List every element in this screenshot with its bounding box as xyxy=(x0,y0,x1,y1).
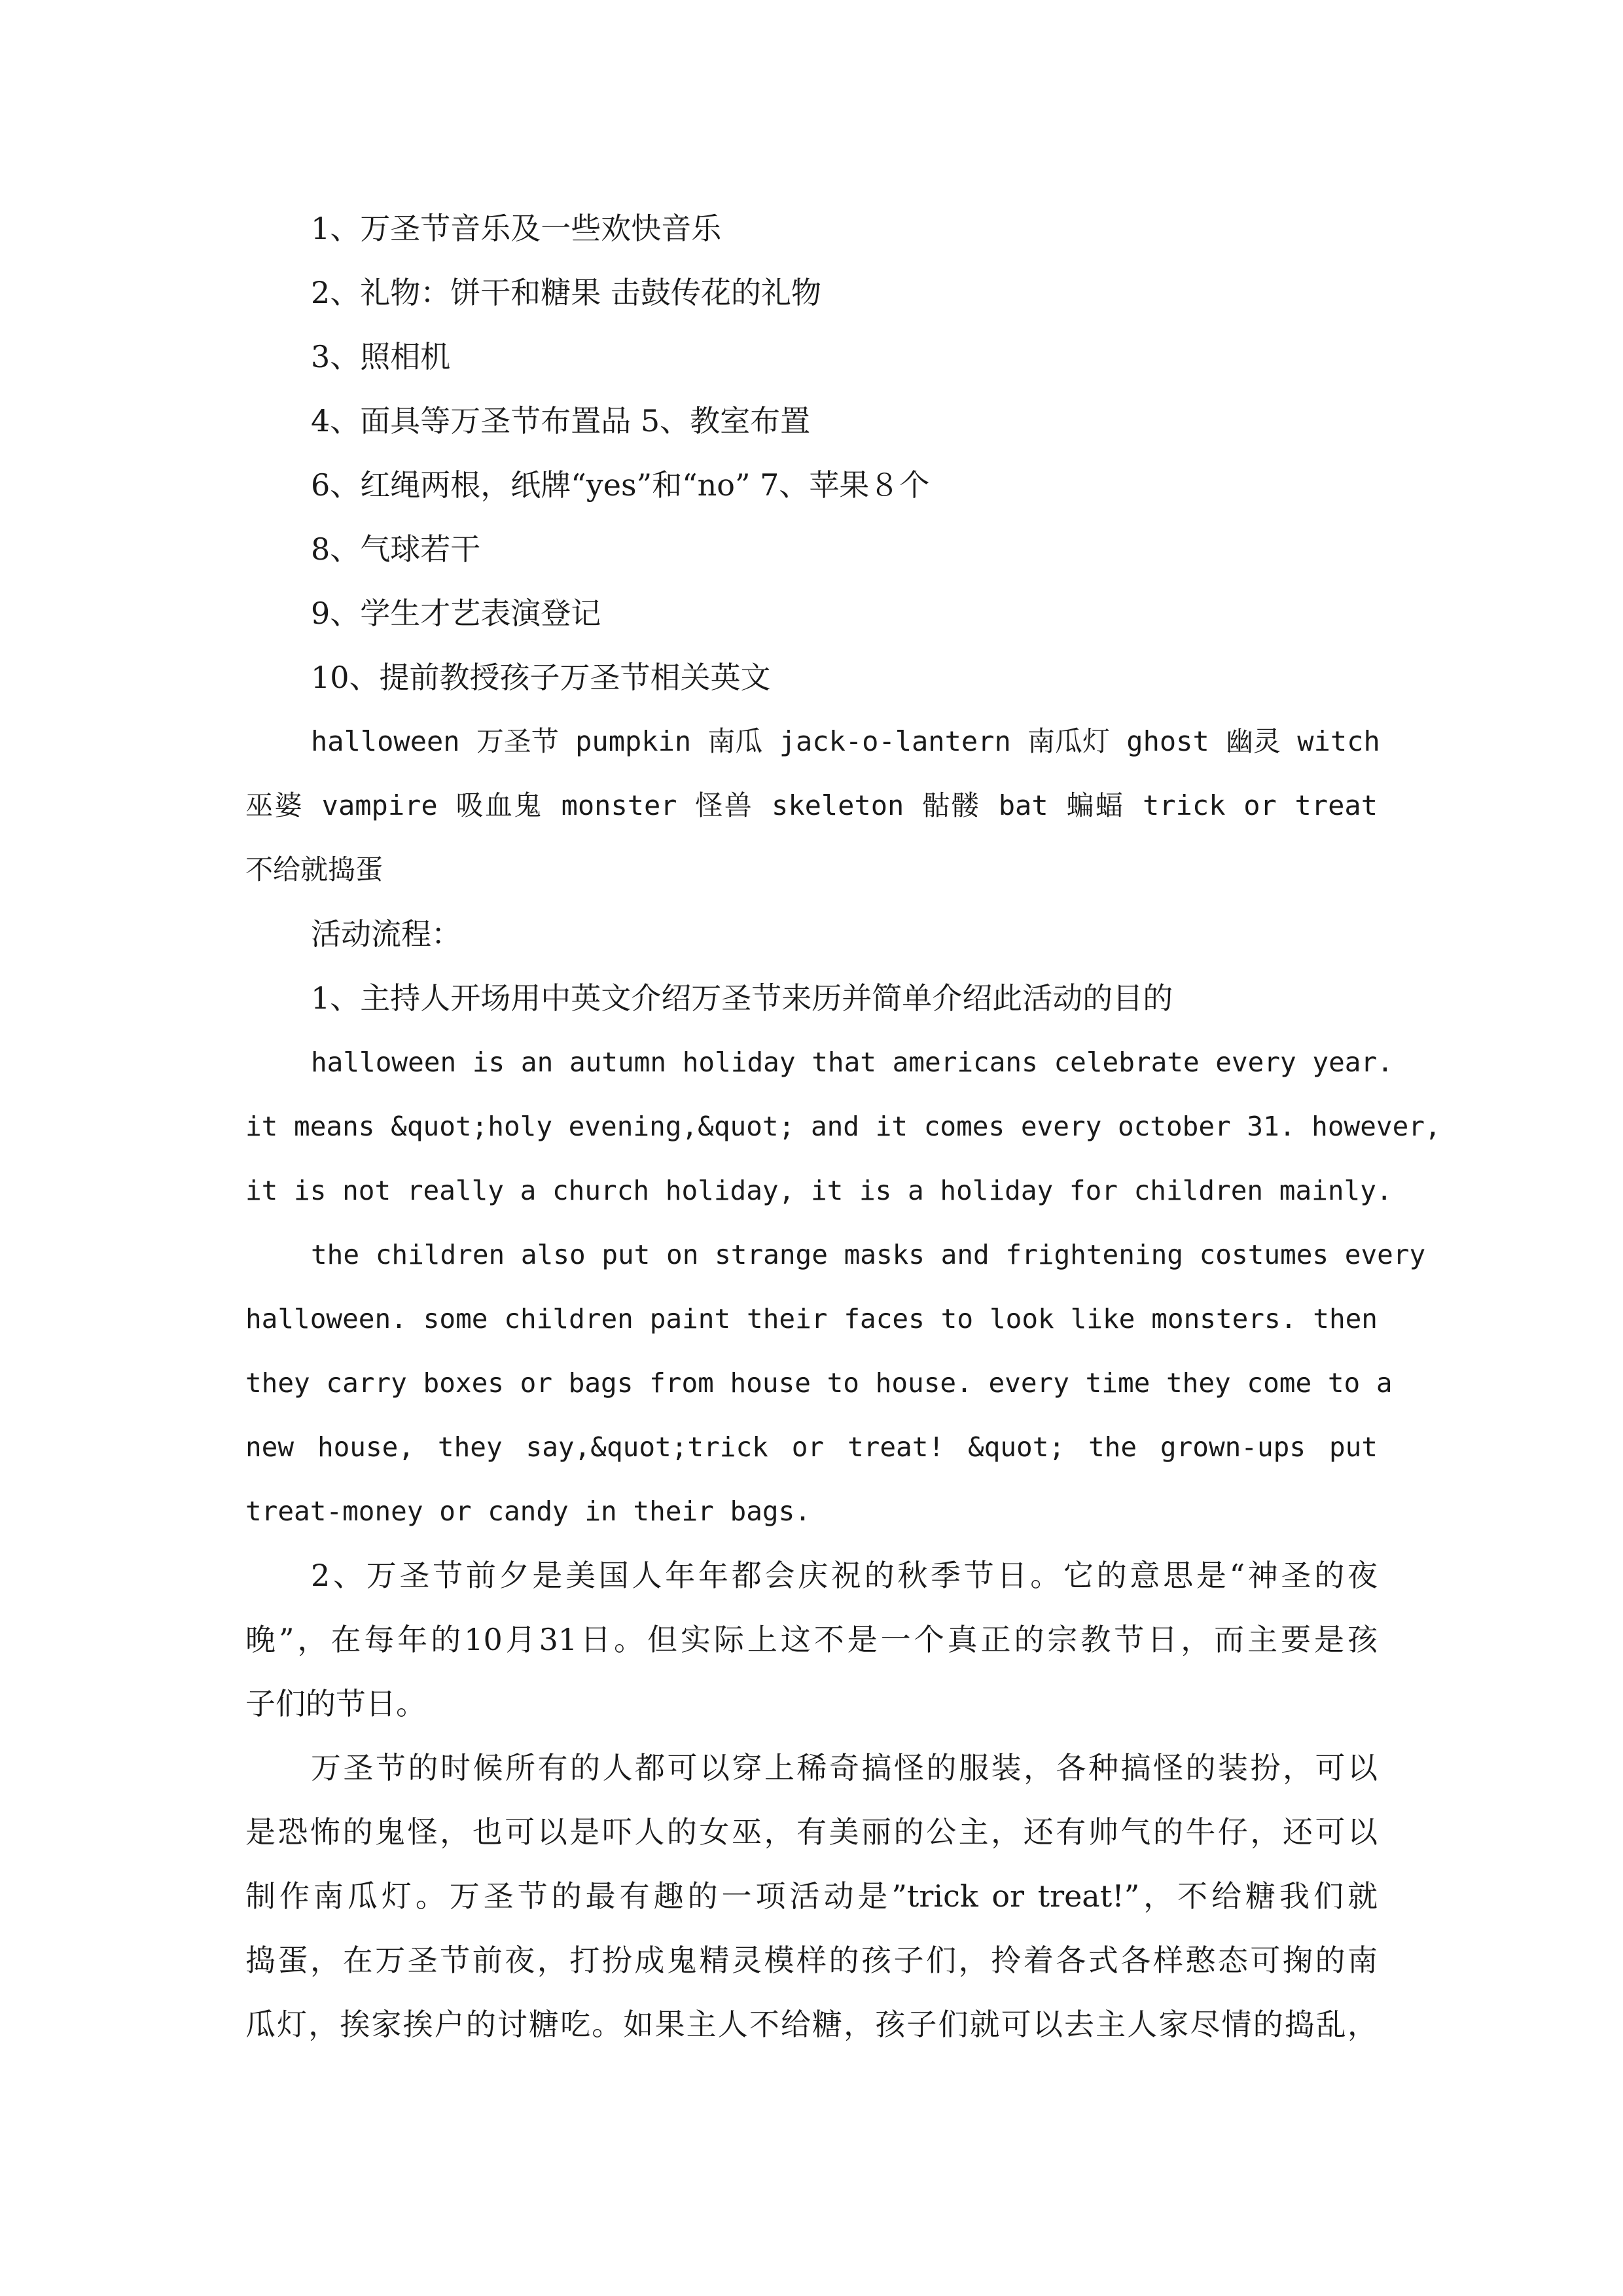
paragraph-line: it is not really a church holiday, it is a holiday for children mainly. xyxy=(245,1175,1393,1206)
english-intro-paragraph xyxy=(245,1030,1441,1223)
paragraph-line: new house, they say,&quot;trick or treat! &quot; the grown-ups put xyxy=(245,1431,1378,1463)
list-item: 2、礼物：饼干和糖果 击鼓传花的礼物 xyxy=(311,275,821,310)
chinese-costume-paragraph xyxy=(245,1736,1378,2056)
vocabulary-paragraph xyxy=(245,709,1378,902)
paragraph-line: 晚”，在每年的10月31日。但实际上这不是一个真正的宗教节日，而主要是孩 xyxy=(245,1622,1378,1657)
paragraph-line: 捣蛋，在万圣节前夜，打扮成鬼精灵模样的孩子们，拎着各式各样憨态可掬的南 xyxy=(245,1943,1378,1978)
list-item: 1、万圣节音乐及一些欢快音乐 xyxy=(311,211,722,246)
paragraph-line: 2、万圣节前夕是美国人年年都会庆祝的秋季节日。它的意思是“神圣的夜 xyxy=(311,1558,1378,1593)
paragraph-line: the children also put on strange masks and frightening costumes every xyxy=(311,1239,1426,1270)
list-item: 4、面具等万圣节布置品 5、教室布置 xyxy=(311,403,811,439)
paragraph-line: 是恐怖的鬼怪，也可以是吓人的女巫，有美丽的公主，还有帅气的牛仔，还可以 xyxy=(245,1814,1378,1850)
paragraph-line: treat-money or candy in their bags. xyxy=(245,1496,811,1527)
paragraph-line: 制作南瓜灯。万圣节的最有趣的一项活动是”trick or treat!”，不给糖我们就 xyxy=(245,1878,1378,1914)
paragraph-line: it means &quot;holy evening,&quot; and it comes every october 31. however, xyxy=(245,1111,1441,1142)
list-item: 8、气球若干 xyxy=(311,531,481,567)
paragraph-line: 万圣节的时候所有的人都可以穿上稀奇搞怪的服装，各种搞怪的装扮，可以 xyxy=(311,1750,1378,1785)
process-heading: 活动流程： xyxy=(311,916,461,952)
list-item: 10、提前教授孩子万圣节相关英文 xyxy=(311,660,771,695)
vocabulary-line: 巫婆 vampire 吸血鬼 monster 怪兽 skeleton 骷髅 bat 蝙蝠 trick or treat xyxy=(245,789,1378,821)
chinese-intro-paragraph xyxy=(245,1543,1378,1736)
paragraph-line: 瓜灯，挨家挨户的讨糖吃。如果主人不给糖，孩子们就可以去主人家尽情的捣乱， xyxy=(245,2007,1378,2042)
document-body xyxy=(245,196,1441,2056)
english-costume-paragraph xyxy=(245,1223,1426,1543)
paragraph-line: 子们的节日。 xyxy=(245,1686,426,1721)
vocabulary-line: halloween 万圣节 pumpkin 南瓜 jack-o-lantern 南瓜灯 ghost 幽灵 witch xyxy=(311,725,1380,757)
vocabulary-line: 不给就捣蛋 xyxy=(245,853,383,886)
paragraph-line: halloween is an autumn holiday that americans celebrate every year. xyxy=(311,1047,1393,1078)
list-item: 6、红绳两根，纸牌“yes”和“no” 7、苹果８个 xyxy=(311,467,930,503)
paragraph-line: halloween. some children paint their faces to look like monsters. then xyxy=(245,1303,1378,1335)
list-item: 3、照相机 xyxy=(311,339,451,374)
process-step-1: 1、主持人开场用中英文介绍万圣节来历并简单介绍此活动的目的 xyxy=(311,980,1173,1016)
list-item: 9、学生才艺表演登记 xyxy=(311,596,601,631)
paragraph-line: they carry boxes or bags from house to house. every time they come to a xyxy=(245,1367,1393,1399)
